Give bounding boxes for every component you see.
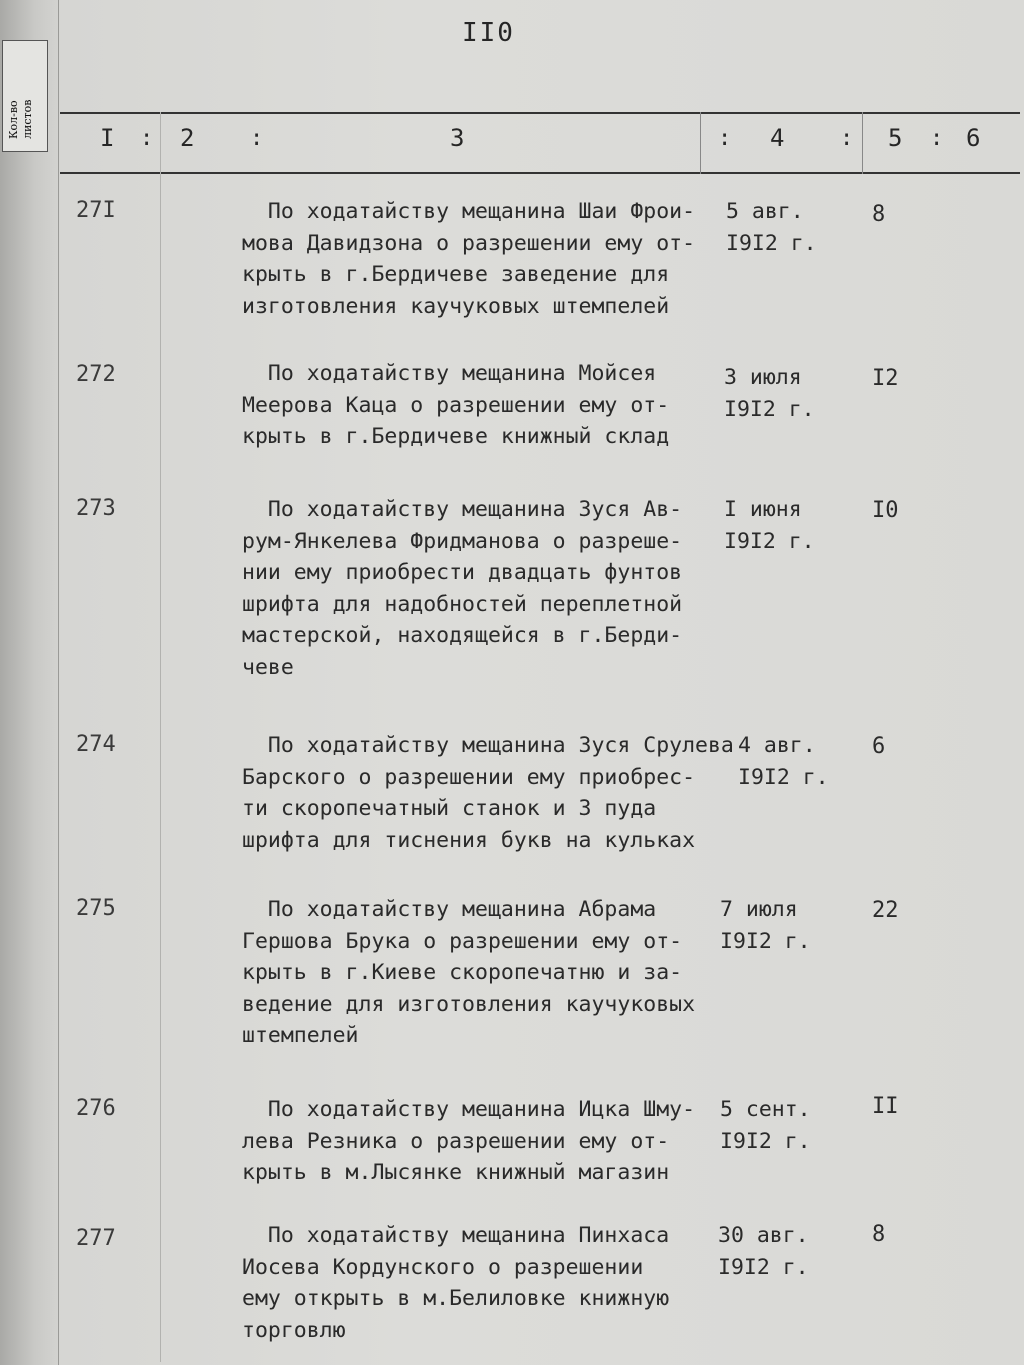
record-number: 27I xyxy=(76,198,116,223)
page-binding xyxy=(0,0,59,1365)
header-separator: : xyxy=(930,126,944,151)
record-text: По ходатайству мещанина Зуся Срулева Барского о разрешении ему приобрес- ти скоропечатный станок и 3 пуда шрифта для тиснения букв на кульках xyxy=(242,733,734,853)
record-sheet-count: II xyxy=(872,1094,899,1119)
record-sheet-count: 8 xyxy=(872,1222,886,1247)
record-number: 273 xyxy=(76,496,116,521)
page-number: II0 xyxy=(462,18,515,48)
record-text: По ходатайству мещанина Абрама Гершова Брука о разрешении ему от- крыть в г.Киеве скоропечатню и за- ведение для изготовления каучуковых штемпелей xyxy=(242,897,696,1048)
record-number: 274 xyxy=(76,732,116,757)
record-date: 5 сент. I9I2 г. xyxy=(720,1097,811,1154)
record-date: 3 июля I9I2 г. xyxy=(724,365,815,422)
record-date: 7 июля I9I2 г. xyxy=(720,897,811,954)
header-separator: : xyxy=(140,126,154,151)
header-separator: : xyxy=(250,126,264,151)
record-number: 272 xyxy=(76,362,116,387)
header-col-2: 2 xyxy=(180,124,195,152)
record-sheet-count: 8 xyxy=(872,202,886,227)
header-bottom-rule xyxy=(60,172,1020,174)
header-col-4: 4 xyxy=(770,124,785,152)
header-col-5: 5 xyxy=(888,124,903,152)
record-sheet-count: I2 xyxy=(872,366,899,391)
record-text: По ходатайству мещанина Шаи Фрои- мова Давидзона о разрешении ему от- крыть в г.Бердичеве заведение для изготовления каучуковых штемпелей xyxy=(242,199,696,319)
header-separator: : xyxy=(718,126,732,151)
record-date: I июня I9I2 г. xyxy=(724,497,815,554)
column-rule xyxy=(160,112,161,1362)
record-text: По ходатайству мещанина Пинхаса Иосева Кордунского о разрешении ему открыть в м.Белиловке книжную торговлю xyxy=(242,1223,670,1343)
record-number: 276 xyxy=(76,1096,116,1121)
header-col-6: 6 xyxy=(966,124,981,152)
record-number: 275 xyxy=(76,896,116,921)
sheet-count-label-line1: Кол-во xyxy=(7,100,20,139)
record-text: По ходатайству мещанина Зуся Ав- рум-Янкелева Фридманова о разреше- нии ему приобрести двадцать фунтов шрифта для надобностей переплетной мастерской, находящейся в г.Берди- чеве xyxy=(242,497,683,680)
record-sheet-count: 6 xyxy=(872,734,886,759)
record-text: По ходатайству мещанина Ицка Шму- лева Резника о разрешении ему от- крыть в м.Лысянке книжный магазин xyxy=(242,1097,696,1185)
column-rule xyxy=(862,112,863,174)
header-top-rule xyxy=(60,112,1020,114)
record-sheet-count: 22 xyxy=(872,898,899,923)
header-col-3: 3 xyxy=(450,124,465,152)
record-date: 4 авг. I9I2 г. xyxy=(738,733,829,790)
record-text: По ходатайству мещанина Мойсея Меерова Каца о разрешении ему от- крыть в г.Бердичеве книжный склад xyxy=(242,361,670,449)
sheet-count-label-line2: листов xyxy=(21,99,34,139)
record-date: 30 авг. I9I2 г. xyxy=(718,1223,809,1280)
header-col-1: I xyxy=(100,124,115,152)
record-sheet-count: I0 xyxy=(872,498,899,523)
sheet-count-label xyxy=(2,40,48,152)
column-rule xyxy=(700,112,701,174)
record-number: 277 xyxy=(76,1226,116,1251)
record-date: 5 авг. I9I2 г. xyxy=(726,199,817,256)
header-separator: : xyxy=(840,126,854,151)
